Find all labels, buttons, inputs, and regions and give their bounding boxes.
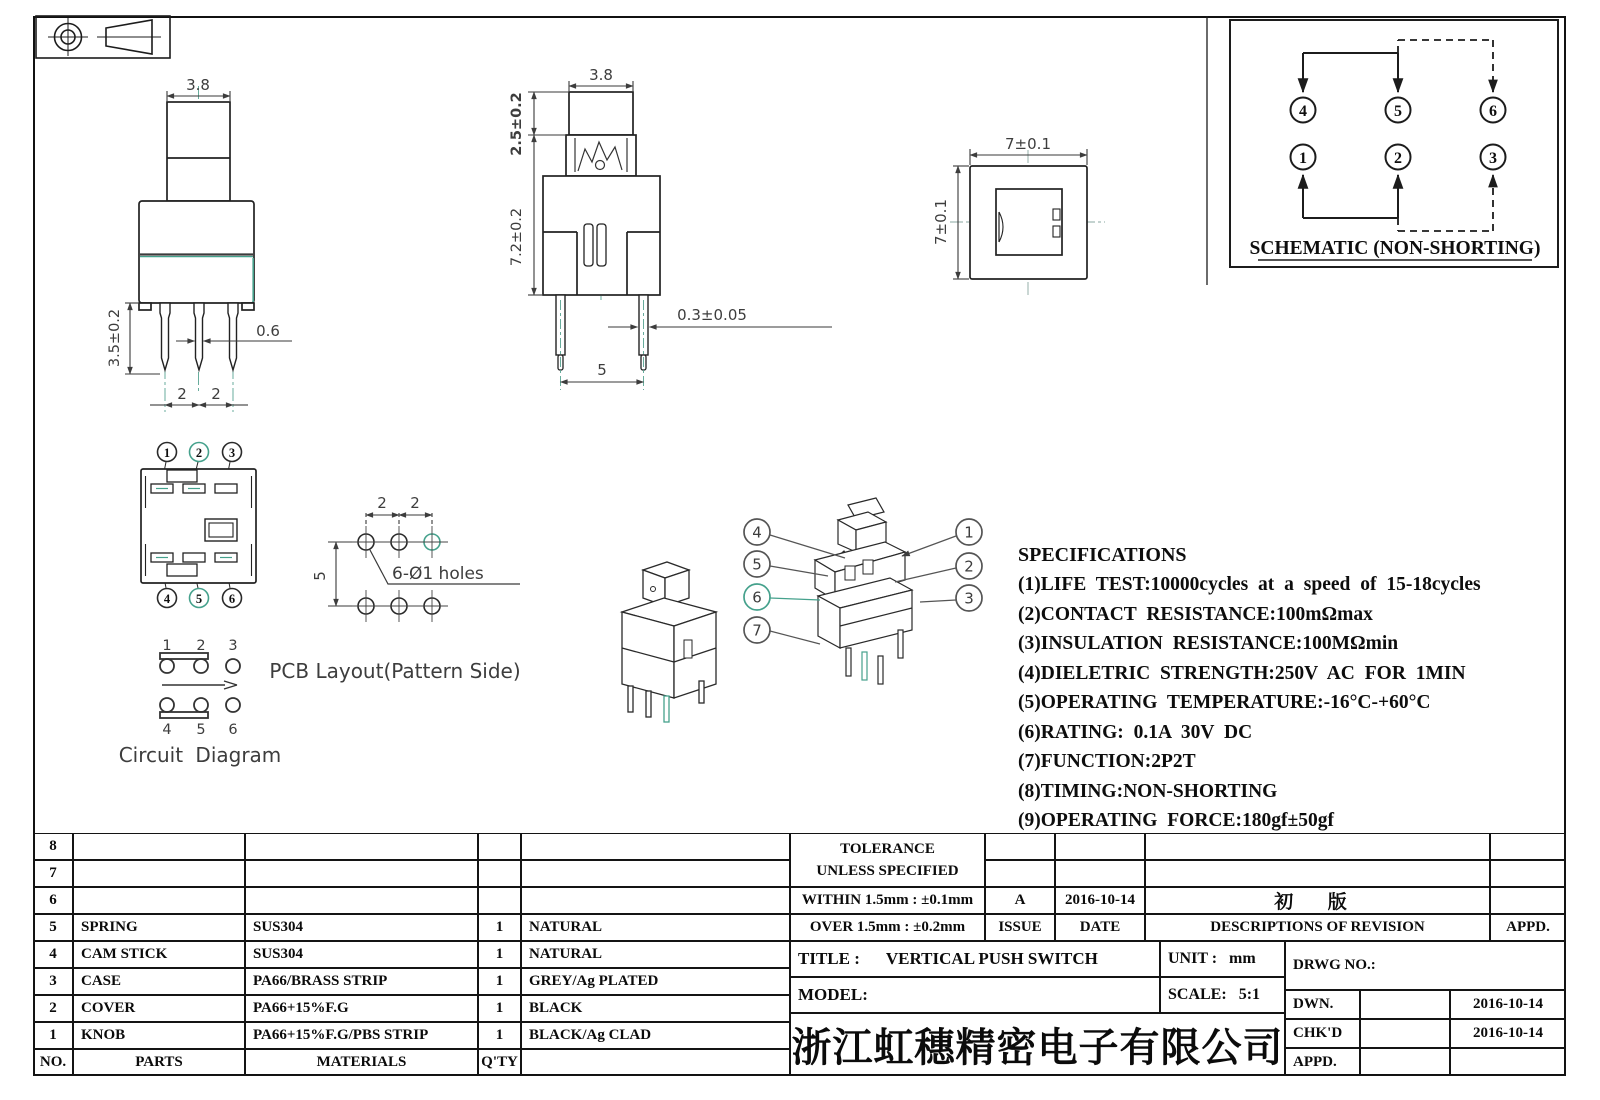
bottom-pin-4: 4 bbox=[163, 592, 171, 606]
revision-appd-label: APPD. bbox=[1490, 914, 1566, 941]
parts-row-no: 3 bbox=[33, 968, 73, 995]
circuit-caption: Circuit Diagram bbox=[118, 743, 282, 767]
parts-row-qty bbox=[478, 887, 521, 914]
spec-line: (2)CONTACT RESISTANCE:100mΩmax bbox=[1018, 603, 1373, 625]
spec-line: (9)OPERATING FORCE:180gf±50gf bbox=[1018, 810, 1334, 831]
rev-empty-cell bbox=[1490, 887, 1566, 914]
parts-row-no: 8 bbox=[33, 833, 73, 860]
side-pin-thickness-dim: 0.3±0.05 bbox=[677, 306, 747, 324]
front-pitch-right-dim: 2 bbox=[211, 385, 221, 403]
side-body-height-dim: 7.2±0.2 bbox=[509, 207, 525, 267]
front-width-dim: 3.8 bbox=[186, 76, 210, 94]
date-label: DATE bbox=[1055, 914, 1145, 941]
bottom-pin-2: 2 bbox=[195, 446, 203, 460]
parts-row-no: 5 bbox=[33, 914, 73, 941]
tolerance-over: OVER 1.5mm : ±0.2mm bbox=[790, 914, 985, 941]
spec-line: (7)FUNCTION:2P2T bbox=[1018, 751, 1196, 772]
company-name: 浙江虹穗精密电子有限公司 bbox=[790, 1013, 1285, 1076]
unit-value: mm bbox=[1229, 950, 1256, 967]
pcb-pitch-left-dim: 2 bbox=[377, 494, 387, 512]
spec-line: (3)INSULATION RESISTANCE:100MΩmin bbox=[1018, 633, 1399, 654]
specifications-title: SPECIFICATIONS bbox=[1018, 544, 1187, 566]
bottom-pin-3: 3 bbox=[228, 446, 236, 460]
spec-line: (6)RATING: 0.1A 30V DC bbox=[1018, 721, 1253, 743]
parts-row-color bbox=[521, 860, 790, 887]
callout-1: 1 bbox=[964, 523, 974, 542]
unit-cell bbox=[1160, 941, 1285, 977]
bottom-view bbox=[141, 443, 256, 608]
parts-row-material: SUS304 bbox=[245, 941, 478, 968]
exploded-view bbox=[622, 498, 982, 722]
tolerance-header bbox=[790, 833, 985, 887]
parts-row-qty: 1 bbox=[478, 941, 521, 968]
rev-empty-cell bbox=[1055, 833, 1145, 860]
parts-row-color: BLACK bbox=[521, 995, 790, 1022]
callout-5: 5 bbox=[752, 555, 762, 574]
parts-row-material: PA66/BRASS STRIP bbox=[245, 968, 478, 995]
appd-label: APPD. bbox=[1285, 1048, 1360, 1076]
revision-date-value: 2016-10-14 bbox=[1055, 887, 1145, 914]
circuit-pin-3: 3 bbox=[228, 638, 238, 654]
schematic-pin-2: 2 bbox=[1394, 150, 1402, 167]
parts-header-parts: PARTS bbox=[73, 1049, 245, 1076]
tolerance-within: WITHIN 1.5mm : ±0.1mm bbox=[790, 887, 985, 914]
pcb-caption: PCB Layout(Pattern Side) bbox=[269, 659, 521, 683]
title-label: TITLE : bbox=[798, 949, 860, 968]
parts-row-part: CAM STICK bbox=[73, 941, 245, 968]
pcb-pitch-right-dim: 2 bbox=[410, 494, 420, 512]
tolerance-line1: TOLERANCE bbox=[840, 841, 935, 857]
rev-empty-cell bbox=[985, 833, 1055, 860]
circuit-pin-2: 2 bbox=[196, 638, 206, 654]
scale-cell bbox=[1160, 977, 1285, 1013]
circuit-pin-5: 5 bbox=[196, 722, 206, 738]
parts-row-qty: 1 bbox=[478, 914, 521, 941]
circuit-pin-1: 1 bbox=[162, 638, 172, 654]
chkd-signature-cell bbox=[1360, 1019, 1450, 1048]
parts-row-part: CASE bbox=[73, 968, 245, 995]
schematic bbox=[1207, 16, 1558, 285]
schematic-pin-4: 4 bbox=[1299, 103, 1307, 120]
model-cell: MODEL: bbox=[790, 977, 1160, 1013]
parts-row-no: 6 bbox=[33, 887, 73, 914]
parts-row-material: PA66+15%F.G bbox=[245, 995, 478, 1022]
parts-row-color: NATURAL bbox=[521, 914, 790, 941]
parts-row-color bbox=[521, 887, 790, 914]
circuit-diagram bbox=[119, 638, 282, 767]
schematic-pin-1: 1 bbox=[1299, 150, 1307, 167]
parts-row-part bbox=[73, 860, 245, 887]
rev-empty-cell bbox=[1490, 860, 1566, 887]
schematic-pin-5: 5 bbox=[1394, 103, 1402, 120]
descriptions-of-revision-label: DESCRIPTIONS OF REVISION bbox=[1145, 914, 1490, 941]
pcb-layout bbox=[269, 494, 520, 683]
revision-issue-value: A bbox=[985, 887, 1055, 914]
parts-row-part: COVER bbox=[73, 995, 245, 1022]
specifications-block bbox=[1018, 540, 1567, 836]
revision-description-value: 初 版 bbox=[1145, 887, 1490, 914]
parts-row-no: 4 bbox=[33, 941, 73, 968]
scale-label: SCALE: bbox=[1168, 986, 1227, 1003]
circuit-pin-4: 4 bbox=[162, 722, 172, 738]
parts-row-material: SUS304 bbox=[245, 914, 478, 941]
parts-header-no: NO. bbox=[33, 1049, 73, 1076]
callout-2: 2 bbox=[964, 557, 974, 576]
schematic-pin-3: 3 bbox=[1489, 150, 1497, 167]
parts-row-material bbox=[245, 833, 478, 860]
spec-line: (5)OPERATING TEMPERATURE:-16°C-+60°C bbox=[1018, 692, 1431, 713]
title-cell bbox=[790, 941, 1160, 977]
dwn-signature-cell bbox=[1360, 990, 1450, 1019]
top-width-dim: 7±0.1 bbox=[1005, 135, 1051, 153]
parts-header-qty: Q'TY bbox=[478, 1049, 521, 1076]
callout-7: 7 bbox=[752, 621, 762, 640]
parts-row-part: KNOB bbox=[73, 1022, 245, 1049]
scale-value: 5:1 bbox=[1238, 986, 1261, 1003]
parts-header-materials: MATERIALS bbox=[245, 1049, 478, 1076]
front-pin-width-dim: 0.6 bbox=[256, 322, 280, 340]
parts-row-no: 1 bbox=[33, 1022, 73, 1049]
side-view bbox=[509, 66, 832, 390]
spec-line: (1)LIFE TEST:10000cycles at a speed of 15-18cycles bbox=[1018, 574, 1481, 595]
front-pitch-left-dim: 2 bbox=[177, 385, 187, 403]
parts-row-part: SPRING bbox=[73, 914, 245, 941]
spec-line: (8)TIMING:NON-SHORTING bbox=[1018, 780, 1278, 802]
schematic-pin-6: 6 bbox=[1489, 103, 1497, 120]
dwn-label: DWN. bbox=[1285, 990, 1360, 1019]
appd-signature-cell bbox=[1360, 1048, 1450, 1076]
parts-row-qty bbox=[478, 860, 521, 887]
parts-row-qty: 1 bbox=[478, 968, 521, 995]
schematic-caption: SCHEMATIC (NON-SHORTING) bbox=[1249, 238, 1541, 259]
parts-row-material bbox=[245, 887, 478, 914]
front-view bbox=[107, 76, 292, 412]
parts-row-part bbox=[73, 833, 245, 860]
bottom-pin-1: 1 bbox=[163, 446, 171, 460]
pcb-holes-note: 6-Ø1 holes bbox=[392, 564, 484, 584]
parts-row-qty bbox=[478, 833, 521, 860]
rev-empty-cell bbox=[1055, 860, 1145, 887]
spec-line: (4)DIELETRIC STRENGTH:250V AC FOR 1MIN bbox=[1018, 662, 1466, 684]
projection-symbol-icon bbox=[36, 16, 170, 58]
top-height-dim: 7±0.1 bbox=[932, 199, 950, 245]
pcb-row-span-dim: 5 bbox=[311, 571, 329, 581]
dwn-date: 2016-10-14 bbox=[1450, 990, 1566, 1019]
parts-row-part bbox=[73, 887, 245, 914]
parts-row-color: NATURAL bbox=[521, 941, 790, 968]
callout-4: 4 bbox=[752, 523, 762, 542]
parts-row-color bbox=[521, 833, 790, 860]
rev-empty-cell bbox=[1490, 833, 1566, 860]
side-width-dim: 3.8 bbox=[589, 66, 613, 84]
rev-empty-cell bbox=[985, 860, 1055, 887]
rev-empty-cell bbox=[1145, 833, 1490, 860]
front-pin-length-dim: 3.5±0.2 bbox=[107, 308, 123, 368]
callout-6: 6 bbox=[752, 588, 762, 607]
chkd-label: CHK'D bbox=[1285, 1019, 1360, 1048]
chkd-date: 2016-10-14 bbox=[1450, 1019, 1566, 1048]
parts-row-color: BLACK/Ag CLAD bbox=[521, 1022, 790, 1049]
parts-row-material bbox=[245, 860, 478, 887]
appd-date-cell bbox=[1450, 1048, 1566, 1076]
top-view bbox=[932, 135, 1105, 296]
bottom-pin-5: 5 bbox=[195, 592, 203, 606]
parts-row-qty: 1 bbox=[478, 1022, 521, 1049]
parts-row-color: GREY/Ag PLATED bbox=[521, 968, 790, 995]
side-knob-height-dim: 2.5±0.2 bbox=[509, 92, 525, 156]
bottom-pin-6: 6 bbox=[228, 592, 236, 606]
drwg-no-cell: DRWG NO.: bbox=[1285, 941, 1566, 990]
parts-row-no: 2 bbox=[33, 995, 73, 1022]
tolerance-line2: UNLESS SPECIFIED bbox=[816, 863, 959, 879]
parts-row-qty: 1 bbox=[478, 995, 521, 1022]
rev-empty-cell bbox=[1145, 860, 1490, 887]
issue-label: ISSUE bbox=[985, 914, 1055, 941]
circuit-pin-6: 6 bbox=[228, 722, 238, 738]
side-pin-span-dim: 5 bbox=[597, 361, 607, 379]
title-value: VERTICAL PUSH SWITCH bbox=[885, 949, 1098, 968]
parts-row-material: PA66+15%F.G/PBS STRIP bbox=[245, 1022, 478, 1049]
unit-label: UNIT : bbox=[1168, 950, 1218, 967]
parts-row-no: 7 bbox=[33, 860, 73, 887]
parts-header-color bbox=[521, 1049, 790, 1076]
callout-3: 3 bbox=[964, 589, 974, 608]
